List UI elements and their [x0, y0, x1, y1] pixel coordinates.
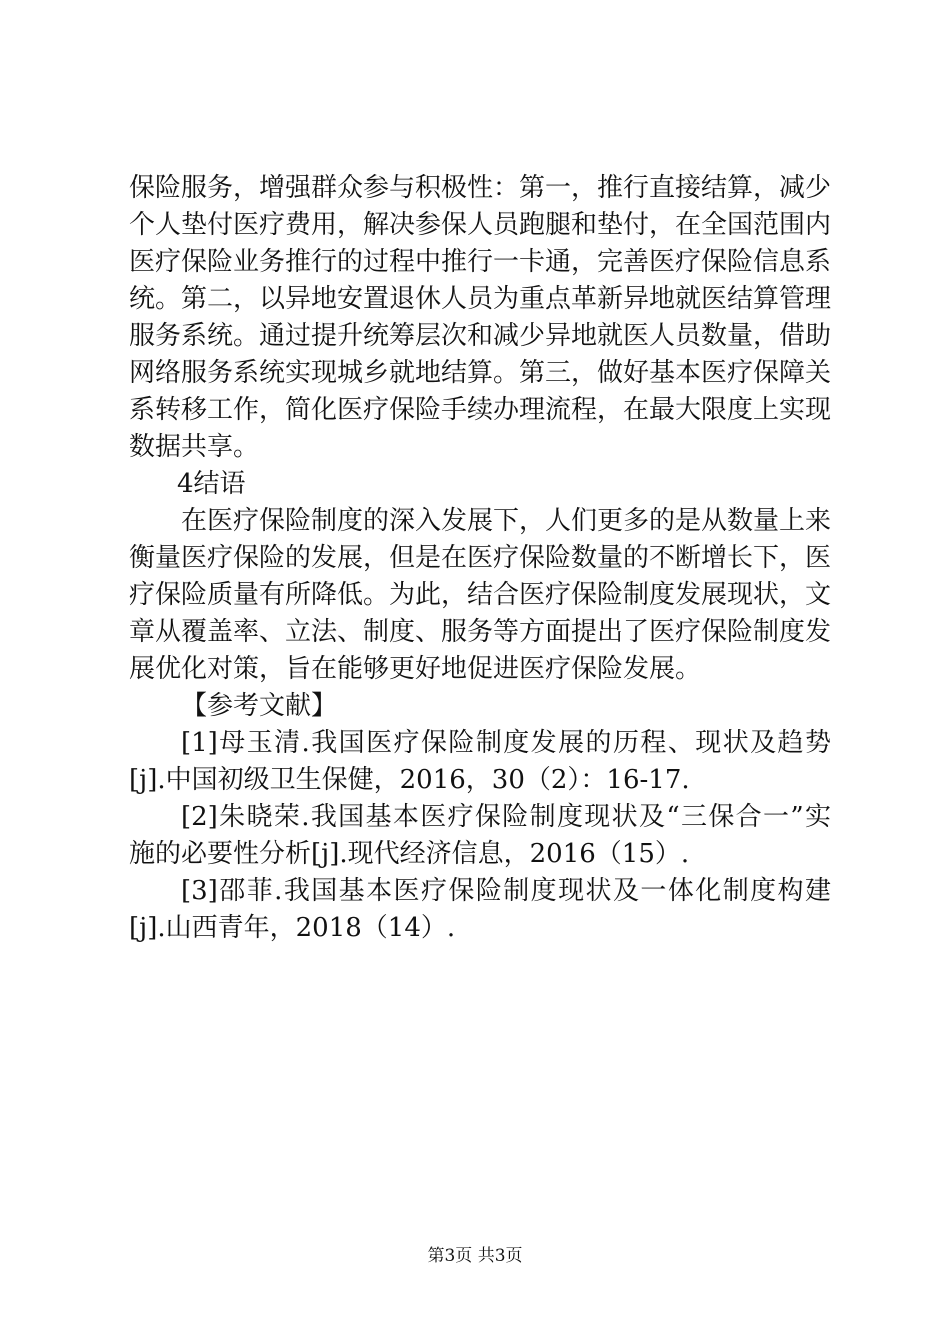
page-number-footer: 第3页 共3页	[427, 1246, 523, 1266]
text-line: 疗保险质量有所降低。为此，结合医疗保险制度发展现状，文	[129, 580, 831, 610]
text-line: 保险服务，增强群众参与积极性：第一，推行直接结算，减少	[129, 173, 831, 203]
text-line: 展优化对策，旨在能够更好地促进医疗保险发展。	[129, 654, 702, 684]
text-line: 统。第二，以异地安置退休人员为重点革新异地就医结算管理	[129, 284, 831, 314]
reference-line: 施的必要性分析[j].现代经济信息，2016（15）.	[129, 839, 690, 869]
text-line: 个人垫付医疗费用，解决参保人员跑腿和垫付，在全国范围内	[129, 210, 831, 240]
section-heading-conclusion: 4结语	[177, 469, 246, 499]
reference-line: [1]母玉清.我国医疗保险制度发展的历程、现状及趋势	[181, 728, 831, 758]
text-line: 系转移工作，简化医疗保险手续办理流程，在最大限度上实现	[129, 395, 831, 425]
text-line: 衡量医疗保险的发展，但是在医疗保险数量的不断增长下，医	[129, 543, 831, 573]
reference-item	[129, 799, 831, 873]
reference-item	[129, 725, 831, 799]
reference-line: [j].山西青年，2018（14）.	[129, 913, 456, 943]
text-line: 医疗保险业务推行的过程中推行一卡通，完善医疗保险信息系	[129, 247, 831, 277]
references-heading: 【参考文献】	[181, 691, 338, 721]
document-body	[129, 170, 831, 947]
text-line: 数据共享。	[129, 432, 260, 462]
reference-line: [3]邵菲.我国基本医疗保险制度现状及一体化制度构建	[181, 876, 831, 906]
reference-item	[129, 873, 831, 947]
reference-line: [2]朱晓荣.我国基本医疗保险制度现状及“三保合一”实	[181, 802, 831, 832]
reference-list	[129, 725, 831, 947]
reference-line: [j].中国初级卫生保健，2016，30（2）：16-17.	[129, 765, 690, 795]
paragraph-services	[129, 170, 831, 466]
text-line: 在医疗保险制度的深入发展下，人们更多的是从数量上来	[181, 506, 831, 536]
text-line: 网络服务系统实现城乡就地结算。第三，做好基本医疗保障关	[129, 358, 831, 388]
text-line: 服务系统。通过提升统筹层次和减少异地就医人员数量，借助	[129, 321, 831, 351]
text-line: 章从覆盖率、立法、制度、服务等方面提出了医疗保险制度发	[129, 617, 831, 647]
paragraph-conclusion	[129, 503, 831, 688]
